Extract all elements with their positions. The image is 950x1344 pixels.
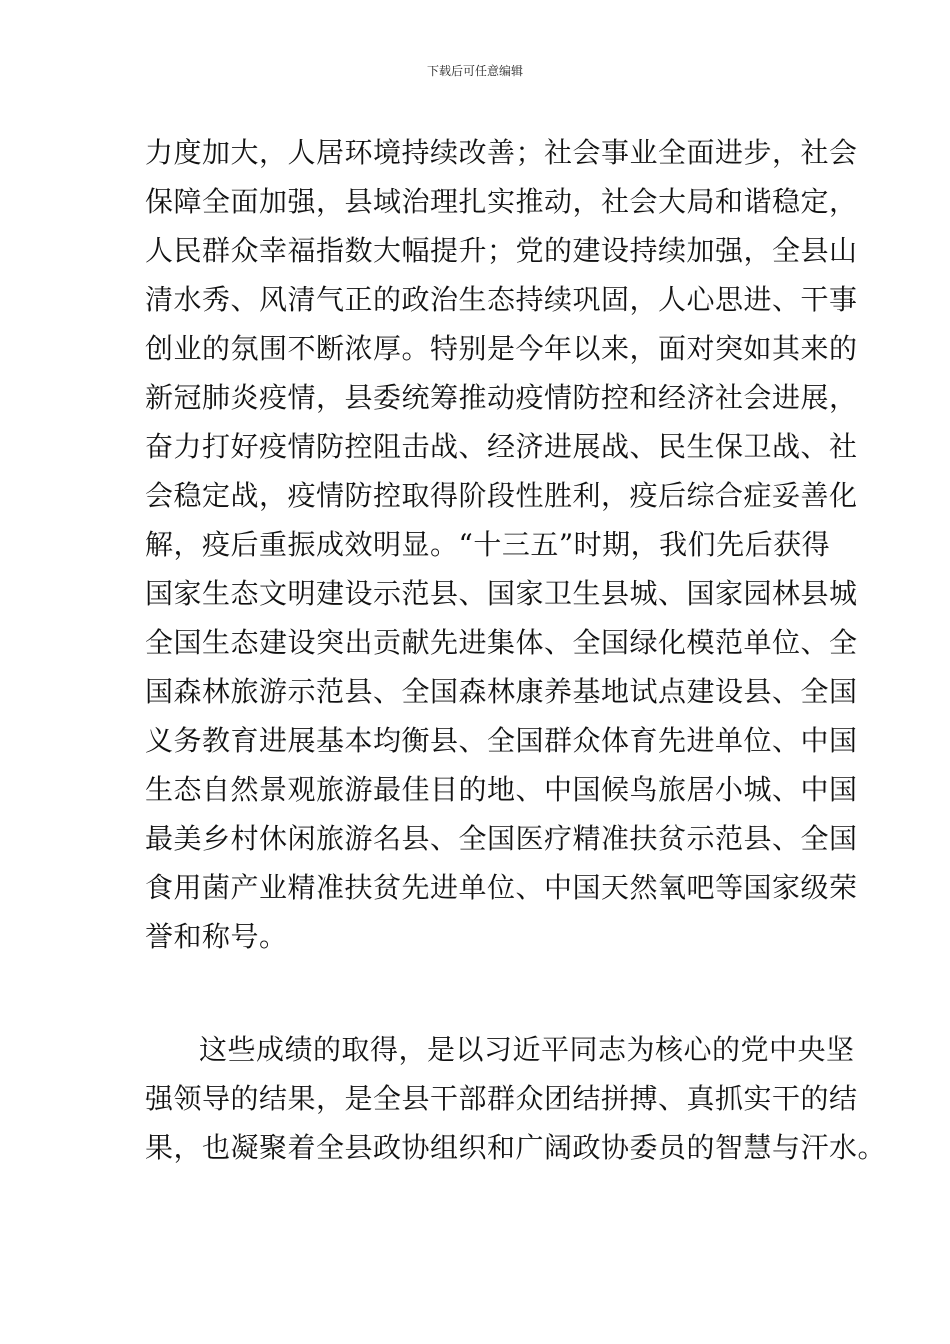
text-line: 清水秀、风清气正的政治生态持续巩固，人心思进、干事 [145,283,858,316]
text-line: 国森林旅游示范县、全国森林康养基地试点建设县、全国 [145,675,858,708]
text-line: 解，疫后重振成效明显。“十三五”时期，我们先后获得 [145,528,831,561]
text-line: 创业的氛围不断浓厚。特别是今年以来，面对突如其来的 [145,332,858,365]
text-line: 人民群众幸福指数大幅提升；党的建设持续加强，全县山 [145,234,858,267]
text-line: 力度加大，人居环境持续改善；社会事业全面进步，社会 [145,136,858,169]
paragraph-2 [145,1025,887,1172]
text-line: 最美乡村休闲旅游名县、全国医疗精准扶贫示范县、全国 [145,822,858,855]
text-line: 全国生态建设突出贡献先进集体、全国绿化模范单位、全 [145,626,858,659]
paragraph-1 [145,128,858,961]
text-line: 食用菌产业精准扶贫先进单位、中国天然氧吧等国家级荣 [145,871,858,904]
text-line: 奋力打好疫情防控阻击战、经济进展战、民生保卫战、社 [145,430,858,463]
text-line: 果，也凝聚着全县政协组织和广阔政协委员的智慧与汗水。 [145,1131,887,1164]
text-line: 誉和称号。 [145,920,288,953]
text-line: 会稳定战，疫情防控取得阶段性胜利，疫后综合症妥善化 [145,479,858,512]
page-header: 下载后可任意编辑 [426,64,523,78]
text-line: 国家生态文明建设示范县、国家卫生县城、国家园林县城 [145,577,858,610]
text-line: 这些成绩的取得，是以习近平同志为核心的党中央坚 [199,1033,855,1066]
text-line: 强领导的结果，是全县干部群众团结拼搏、真抓实干的结 [145,1082,858,1115]
text-line: 保障全面加强，县域治理扎实推动，社会大局和谐稳定， [145,185,858,218]
text-line: 生态自然景观旅游最佳目的地、中国候鸟旅居小城、中国 [145,773,858,806]
text-line: 新冠肺炎疫情，县委统筹推动疫情防控和经济社会进展， [145,381,858,414]
text-line: 义务教育进展基本均衡县、全国群众体育先进单位、中国 [145,724,858,757]
